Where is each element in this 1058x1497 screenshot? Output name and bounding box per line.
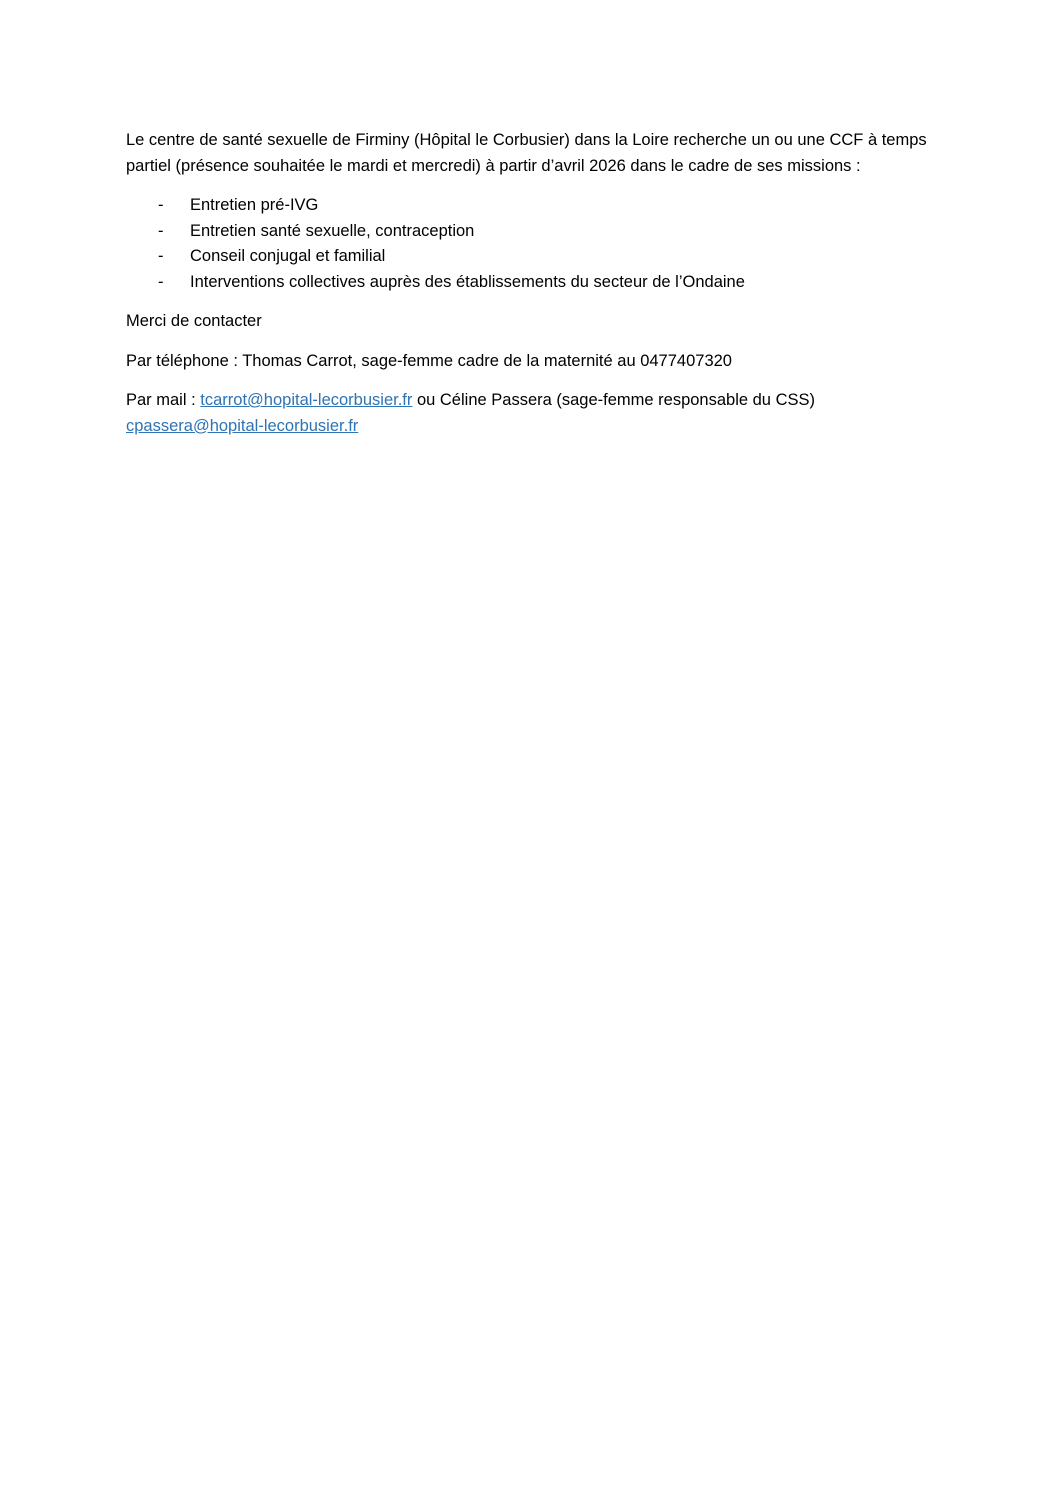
mission-label: Interventions collectives auprès des établissements du secteur de l’Ondaine <box>190 272 745 291</box>
mail-paragraph <box>126 388 941 439</box>
phone-paragraph: Par téléphone : Thomas Carrot, sage-femme cadre de la maternité au 0477407320 <box>126 351 732 370</box>
list-item <box>126 244 941 270</box>
bullet-dash: - <box>158 272 164 291</box>
bullet-dash: - <box>158 247 164 265</box>
mission-label: Entretien santé sexuelle, contraception <box>190 221 475 240</box>
email-link-tcarrot[interactable]: tcarrot@hopital-lecorbusier.fr <box>200 391 413 409</box>
missions-list <box>126 193 941 295</box>
mission-label: Conseil conjugal et familial <box>190 247 386 265</box>
bullet-dash: - <box>158 221 164 240</box>
mail-middle-text: ou Céline Passera (sage-femme responsable du CSS) <box>412 391 815 409</box>
list-item <box>126 193 941 219</box>
intro-paragraph: Le centre de santé sexuelle de Firminy (Hôpital le Corbusier) dans la Loire recherche un ou une CCF à temps partiel (présence souhaitée le mardi et mercredi) à partir d’avril 2026 dans le cadre de ses missions : <box>126 131 927 175</box>
document-body <box>126 128 941 453</box>
email-link-cpassera[interactable]: cpassera@hopital-lecorbusier.fr <box>126 416 359 435</box>
list-item <box>126 270 941 296</box>
contact-intro: Merci de contacter <box>126 312 262 330</box>
mission-label: Entretien pré-IVG <box>190 196 319 214</box>
bullet-dash: - <box>158 196 164 214</box>
mail-prefix: Par mail : <box>126 391 201 409</box>
list-item <box>126 219 941 245</box>
